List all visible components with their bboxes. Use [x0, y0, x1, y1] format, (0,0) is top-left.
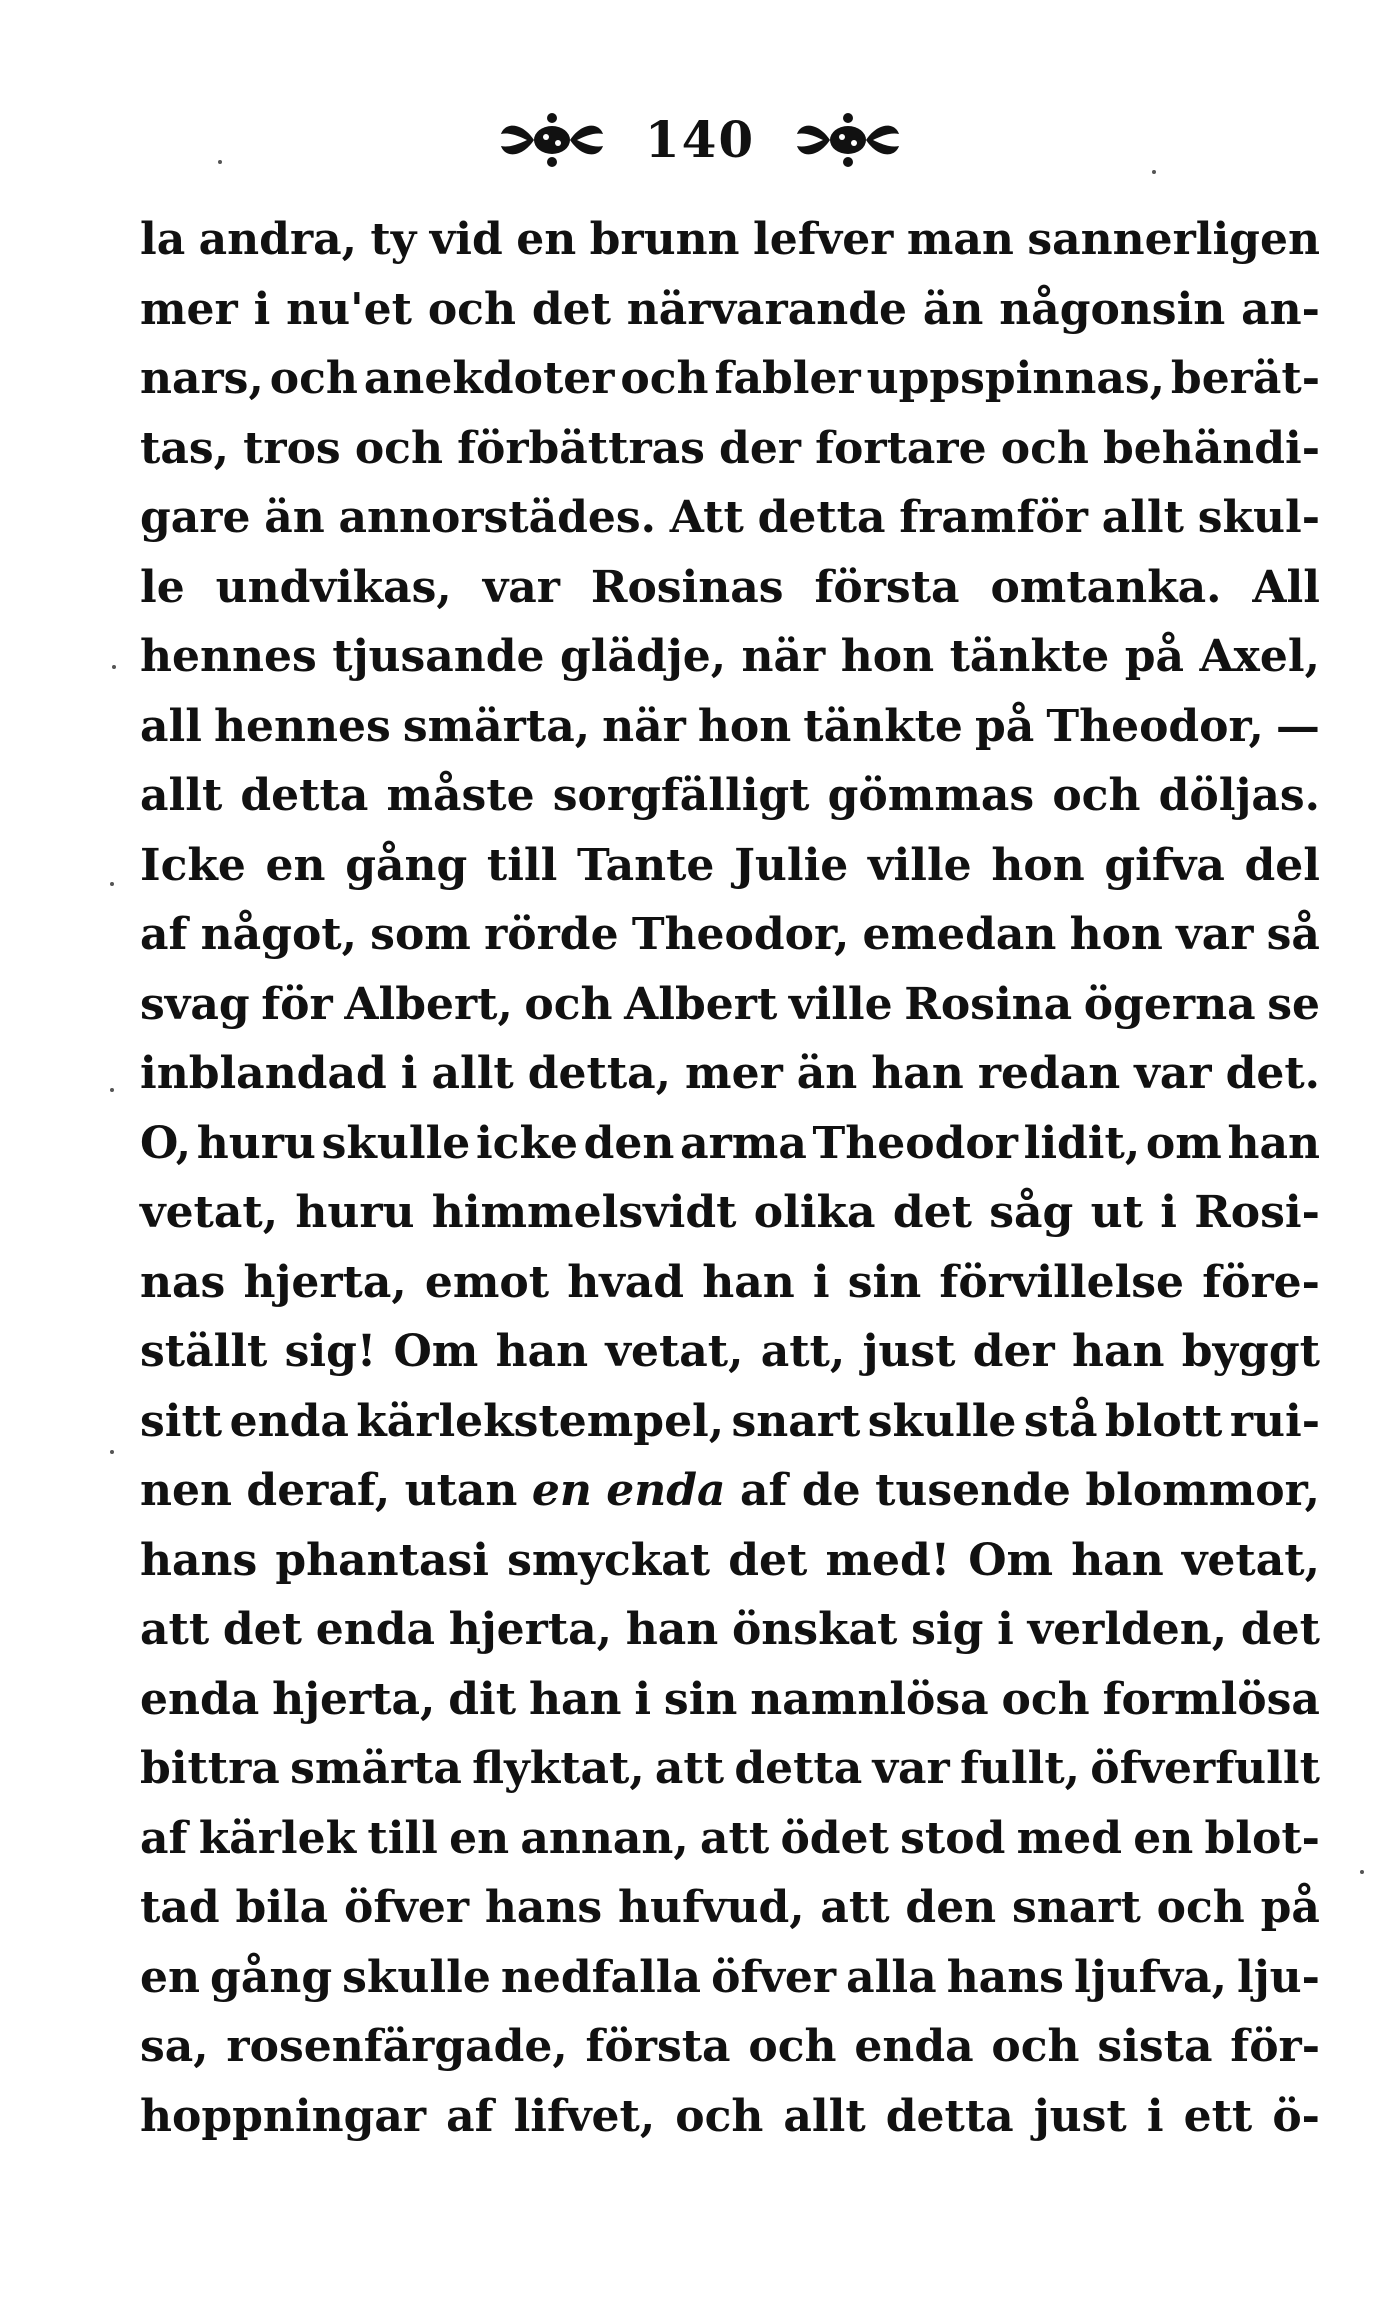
word: framför — [899, 492, 1088, 543]
word: Om — [393, 1326, 479, 1377]
word: nars, — [140, 353, 264, 404]
text-line — [140, 1734, 1320, 1804]
word: på — [974, 700, 1035, 752]
word: han — [1227, 1117, 1320, 1169]
word: tas, — [140, 422, 229, 474]
word: i — [634, 1673, 652, 1725]
word: anekdoter — [363, 353, 615, 404]
word: i — [812, 1256, 830, 1308]
text-line — [140, 1665, 1320, 1735]
word: sa, — [140, 2021, 209, 2072]
word: enda — [315, 1604, 435, 1655]
word: önskat — [731, 1604, 898, 1655]
word: rörde — [484, 909, 619, 960]
word: Theodor, — [1046, 700, 1264, 752]
word: han — [495, 1326, 589, 1377]
word: flyktat, — [472, 1743, 645, 1794]
word: Att — [669, 492, 744, 543]
word: gömmas — [827, 770, 1035, 821]
word: Albert — [624, 978, 778, 1030]
word: första — [585, 2021, 731, 2072]
word: det — [222, 1604, 302, 1655]
word: kärlek — [198, 1812, 357, 1864]
word: undvikas, — [215, 561, 452, 613]
word: de — [801, 1465, 861, 1516]
word: det — [531, 283, 611, 335]
word: än — [264, 492, 325, 543]
word: första — [814, 561, 960, 613]
word: namnlösa — [750, 1673, 989, 1725]
word: hennes — [140, 631, 317, 682]
word: hjerta, — [272, 1673, 436, 1725]
word: af — [140, 909, 188, 960]
word: ställt — [140, 1326, 268, 1377]
text-line — [140, 622, 1320, 692]
word: detta — [734, 1743, 863, 1794]
word: phantasi — [275, 1534, 489, 1586]
word: och — [354, 422, 443, 474]
word: vid — [429, 214, 503, 265]
word: till — [486, 839, 558, 891]
word: så — [1266, 909, 1320, 960]
word: Axel, — [1199, 631, 1320, 682]
word: — — [1275, 700, 1320, 752]
word: lefver — [752, 214, 894, 265]
word: gifva — [1104, 839, 1225, 891]
word: inblandad — [140, 1048, 387, 1099]
word: Theodor, — [631, 909, 850, 960]
word: och — [675, 2090, 764, 2142]
word: detta — [885, 2090, 1014, 2142]
word: ögerna — [1083, 978, 1256, 1030]
text-line — [140, 2012, 1320, 2082]
word: före- — [1202, 1256, 1320, 1308]
word: fortare — [815, 422, 987, 474]
word: smärta, — [402, 700, 591, 752]
word: tad — [140, 1882, 220, 1933]
word: han — [528, 1673, 622, 1725]
word: en — [265, 839, 326, 891]
word: la — [140, 214, 186, 265]
word: han — [702, 1256, 795, 1308]
word: gång — [345, 839, 468, 891]
word: att — [699, 1812, 770, 1864]
print-speck — [110, 1088, 114, 1092]
word: den — [583, 1117, 675, 1169]
word: detta — [757, 492, 886, 543]
word: gång — [210, 1951, 333, 2003]
word: med! — [825, 1534, 951, 1586]
word: del — [1244, 839, 1320, 891]
word: sannerligen — [1027, 214, 1320, 265]
word: af — [446, 2090, 494, 2142]
word: en — [516, 214, 577, 265]
word: Icke — [140, 839, 246, 891]
word: det — [892, 1187, 972, 1238]
word: tusende — [875, 1465, 1071, 1516]
print-speck — [110, 1450, 114, 1454]
word: och — [1001, 1673, 1090, 1725]
word: smyckat — [507, 1534, 711, 1586]
word: och — [524, 978, 613, 1030]
word: han — [1071, 1534, 1164, 1586]
word: alla — [846, 1951, 937, 2003]
word: olika — [753, 1187, 876, 1238]
word: som — [370, 909, 471, 960]
word: svag — [140, 978, 250, 1030]
word: fullt, — [959, 1743, 1080, 1794]
word: smärta — [290, 1743, 462, 1794]
word: stod — [900, 1812, 1006, 1864]
word: att, — [760, 1326, 846, 1377]
word: all — [140, 700, 202, 752]
word: der — [972, 1326, 1055, 1377]
text-line — [140, 1317, 1320, 1387]
word: döljas. — [1158, 770, 1320, 821]
word: formlösa — [1102, 1673, 1320, 1725]
word: af — [739, 1465, 788, 1516]
word: och — [991, 2021, 1080, 2072]
text-line — [140, 2082, 1320, 2152]
word: vetat, — [1181, 1534, 1320, 1586]
print-speck — [218, 160, 222, 164]
word: hans — [140, 1534, 258, 1586]
word: sig! — [284, 1326, 377, 1377]
word: det. — [1225, 1048, 1320, 1099]
word: en — [531, 1465, 592, 1516]
word: var — [872, 1743, 950, 1794]
body-text — [140, 205, 1320, 2151]
word: det — [728, 1534, 808, 1586]
word: Theodor — [812, 1117, 1018, 1169]
word: Om — [968, 1534, 1054, 1586]
word: hon — [840, 631, 935, 682]
word: byggt — [1181, 1326, 1320, 1377]
word: hon — [991, 839, 1085, 891]
word: förvillelse — [939, 1256, 1185, 1308]
word: berät- — [1170, 353, 1320, 404]
fleuron-ornament-icon — [793, 110, 903, 170]
word: skulle — [867, 1395, 1017, 1447]
word: rosenfärgade, — [226, 2021, 568, 2072]
text-line — [140, 275, 1320, 345]
word: sin — [847, 1256, 922, 1308]
word: man — [906, 214, 1014, 265]
text-line — [140, 692, 1320, 762]
word: var — [1176, 909, 1254, 960]
word: att — [140, 1604, 210, 1655]
word: enda — [140, 1673, 260, 1725]
word: enda — [229, 1395, 349, 1447]
print-speck — [112, 665, 116, 669]
word: annan, — [520, 1812, 689, 1864]
word: hans — [484, 1882, 603, 1933]
word: tänkte — [803, 700, 963, 752]
word: än — [796, 1048, 858, 1099]
word: när — [602, 700, 686, 752]
word: tjusande — [332, 631, 545, 682]
text-line — [140, 1456, 1320, 1526]
word: ty — [370, 214, 417, 265]
print-speck — [1360, 1870, 1364, 1874]
word: hjerta, — [448, 1604, 612, 1655]
word: i — [997, 1604, 1014, 1655]
word: en — [140, 1951, 200, 2003]
word: såg — [989, 1187, 1074, 1238]
word: utan — [404, 1465, 518, 1516]
text-line — [140, 1804, 1320, 1874]
word: vetat, — [605, 1326, 744, 1377]
word: nedfalla — [500, 1951, 702, 2003]
word: der — [719, 422, 801, 474]
word: han — [1071, 1326, 1165, 1377]
word: dit — [448, 1673, 517, 1725]
word: att — [820, 1882, 890, 1933]
word: förbättras — [457, 422, 705, 474]
text-line — [140, 1178, 1320, 1248]
word: hvad — [567, 1256, 685, 1308]
word: en — [449, 1812, 510, 1864]
word: ut — [1090, 1187, 1143, 1238]
word: hufvud, — [618, 1882, 805, 1933]
word: än — [922, 283, 984, 335]
word: och — [1156, 1882, 1245, 1933]
word: nen — [140, 1465, 232, 1516]
word: sista — [1097, 2021, 1213, 2072]
word: allt — [431, 1048, 514, 1099]
word: i — [400, 1048, 418, 1099]
word: hoppningar — [140, 2090, 427, 2142]
word: tänkte — [949, 631, 1110, 682]
word: just — [1033, 2090, 1127, 2142]
word: måste — [386, 770, 535, 821]
word: nu'et — [286, 283, 412, 335]
word: och — [1000, 422, 1089, 474]
word: O, — [140, 1117, 192, 1169]
word: huru — [196, 1117, 316, 1169]
word: sig — [911, 1604, 984, 1655]
word: om — [1145, 1117, 1222, 1169]
word: lidit, — [1023, 1117, 1141, 1169]
word: den — [905, 1882, 997, 1933]
word: med — [1016, 1812, 1122, 1864]
word: någonsin — [999, 283, 1226, 335]
word: All — [1252, 561, 1320, 613]
word: ödet — [780, 1812, 889, 1864]
print-speck — [110, 882, 114, 886]
word: han — [625, 1604, 719, 1655]
word: och — [620, 353, 709, 404]
word: gare — [140, 492, 251, 543]
word: rui- — [1229, 1395, 1320, 1447]
word: öfver — [711, 1951, 837, 2003]
word: när — [741, 631, 826, 682]
word: stå — [1023, 1395, 1098, 1447]
word: snart — [731, 1395, 861, 1447]
word: på — [1124, 631, 1185, 682]
word: sin — [663, 1673, 738, 1725]
word: var — [482, 561, 560, 613]
word: arma — [680, 1117, 807, 1169]
word: och — [269, 353, 358, 404]
word: blommor, — [1085, 1465, 1320, 1516]
word: och — [427, 283, 516, 335]
text-line — [140, 1873, 1320, 1943]
text-line — [140, 1943, 1320, 2013]
page-number: 140 — [644, 110, 756, 169]
word: se — [1267, 978, 1320, 1030]
word: var — [1134, 1048, 1212, 1099]
word: enda — [854, 2021, 974, 2072]
word: annorstädes. — [338, 492, 656, 543]
word: i — [253, 283, 271, 335]
word: allt — [140, 770, 223, 821]
text-line — [140, 483, 1320, 553]
word: fabler — [714, 353, 861, 404]
word: något, — [200, 909, 357, 960]
word: andra, — [198, 214, 357, 265]
word: himmelsvidt — [431, 1187, 737, 1238]
word: omtanka. — [990, 561, 1222, 613]
text-line — [140, 1248, 1320, 1318]
word: lju- — [1237, 1951, 1320, 2003]
word: mer — [685, 1048, 783, 1099]
word: emedan — [862, 909, 1057, 960]
word: Rosinas — [590, 561, 784, 613]
word: af — [140, 1812, 188, 1864]
text-line — [140, 1526, 1320, 1596]
word: mer — [140, 283, 238, 335]
word: Tante — [577, 839, 715, 891]
text-line — [140, 831, 1320, 901]
word: för- — [1230, 2021, 1320, 2072]
text-line — [140, 761, 1320, 831]
word: just — [862, 1326, 956, 1377]
word: det — [1240, 1604, 1320, 1655]
word: nas — [140, 1256, 226, 1308]
page-header — [0, 95, 1400, 185]
word: skul- — [1197, 492, 1320, 543]
word: detta — [240, 770, 369, 821]
word: hjerta, — [243, 1256, 407, 1308]
word: sitt — [140, 1395, 223, 1447]
word: lifvet, — [513, 2090, 656, 2142]
word: och — [748, 2021, 837, 2072]
word: verlden, — [1027, 1604, 1228, 1655]
word: ville — [788, 978, 893, 1030]
word: behändi- — [1102, 422, 1320, 474]
word: ljufva, — [1074, 1951, 1227, 2003]
word: glädje, — [560, 631, 727, 682]
word: icke — [475, 1117, 578, 1169]
word: Rosi- — [1194, 1187, 1320, 1238]
word: öfver — [344, 1882, 470, 1933]
word: tros — [243, 422, 341, 474]
word: an- — [1241, 283, 1320, 335]
print-speck — [1152, 170, 1156, 174]
word: kärlekstempel, — [356, 1395, 725, 1447]
word: deraf, — [246, 1465, 391, 1516]
word: le — [140, 561, 185, 613]
text-line — [140, 1387, 1320, 1457]
word: hennes — [214, 700, 391, 752]
word: bila — [235, 1882, 329, 1933]
word: han — [871, 1048, 964, 1099]
word: och — [1052, 770, 1141, 821]
word: närvarande — [626, 283, 907, 335]
word: allt — [783, 2090, 866, 2142]
word: enda — [606, 1465, 726, 1516]
word: ö- — [1272, 2090, 1320, 2142]
word: Albert, — [344, 978, 513, 1030]
word: allt — [1101, 492, 1184, 543]
word: en — [1133, 1812, 1194, 1864]
text-line — [140, 414, 1320, 484]
word: Rosina — [904, 978, 1073, 1030]
word: snart — [1012, 1882, 1141, 1933]
word: för — [261, 978, 333, 1030]
word: hon — [1069, 909, 1163, 960]
word: brunn — [589, 214, 740, 265]
word: ett — [1183, 2090, 1253, 2142]
text-line — [140, 1109, 1320, 1179]
word: emot — [424, 1256, 550, 1308]
word: skulle — [342, 1951, 491, 2003]
text-line — [140, 553, 1320, 623]
word: vetat, — [140, 1187, 279, 1238]
word: i — [1160, 1187, 1177, 1238]
word: redan — [977, 1048, 1121, 1099]
text-line — [140, 1595, 1320, 1665]
word: blot- — [1204, 1812, 1320, 1864]
word: på — [1260, 1882, 1320, 1933]
word: i — [1146, 2090, 1164, 2142]
word: till — [367, 1812, 438, 1864]
word: öfverfullt — [1090, 1743, 1320, 1794]
text-line — [140, 344, 1320, 414]
word: att — [654, 1743, 725, 1794]
word: detta, — [527, 1048, 672, 1099]
word: blott — [1104, 1395, 1223, 1447]
word: ville — [867, 839, 972, 891]
text-line — [140, 205, 1320, 275]
fleuron-ornament-icon — [497, 110, 607, 170]
word: uppspinnas, — [866, 353, 1165, 404]
word: hon — [697, 700, 792, 752]
text-line — [140, 970, 1320, 1040]
word: hans — [946, 1951, 1064, 2003]
word: skulle — [321, 1117, 471, 1169]
text-line — [140, 1039, 1320, 1109]
word: huru — [295, 1187, 415, 1238]
text-line — [140, 900, 1320, 970]
word: sorgfälligt — [552, 770, 810, 821]
word: Julie — [734, 839, 849, 891]
word: bittra — [140, 1743, 280, 1794]
